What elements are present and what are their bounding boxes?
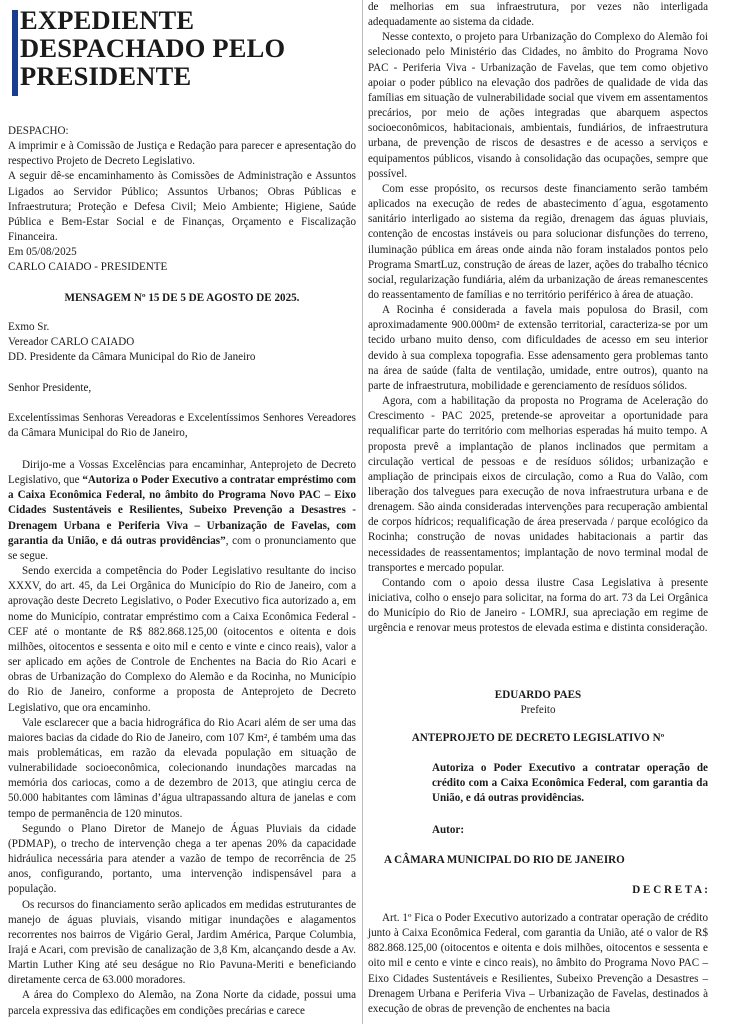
despacho-line: A imprimir e à Comissão de Justiça e Redação para parecer e apresentação do respectivo Projeto de Decreto Legislativo. — [8, 140, 356, 168]
anteprojeto-title: ANTEPROJETO DE DECRETO LEGISLATIVO Nº — [411, 732, 665, 744]
title-accent-bar — [12, 10, 18, 96]
paragraph: Vale esclarecer que a bacia hidrográfica do Rio Acari além de ser uma das maiores bacias da cidade do Rio de Janeiro, com 107 Km², é também uma das mais problemáticas, em razão da elevada população em situação de vulnerabilidade socioeconômica, colecionando inundações marcadas na memória dos cariocas, como a de dezembro de 2013, que atingiu cerca de 50.000 habitantes com lâminas d’água ultrapassando altura de janelas e com tempo de permanência de 120 minutos. — [8, 716, 356, 820]
paragraph: Com esse propósito, os recursos deste financiamento serão também aplicados na execução de redes de abastecimento d´agua, esgotamento sanitário interligado ao sistema da região, drenagem das águas pluviais, contenção de encostas instáveis ou para solucionar disfunções do terreno, iluminação pública em áreas onde ainda não foram instalados pontos pelo Programa SmartLuz, construção de áreas de lazer, ações do trabalho técnico social, regularização fundiária, além da urbanização de áreas remanescentes do reassentamento de famílias e no território periférico à área de atuação. — [368, 182, 708, 301]
paragraph: A Rocinha é considerada a favela mais populosa do Brasil, com aproximadamente 900.000m² de extensão territorial, caracteriza-se por um tecido urbano muito denso, com dificuldades de acesso em seu interior devido à sua complexa topografia. Esse adensamento gera problemas tanto na área de saúde (falta de ventilação, umidade, entre outros), quanto na parte de infraestrutura, mobilidade e gerenciamento de resíduos sólidos. — [368, 304, 708, 392]
despacho-line: A seguir dê-se encaminhamento às Comissões de Administração e Assuntos Ligados ao Servidor Público; Assuntos Urbanos; Obras Públicas e Infraestrutura; Proteção e Defesa Civil; Meio Ambiente; Higiene, Saúde Pública e Bem-Estar Social e de Finanças, Orçamento e Fiscalização Financeira. — [8, 170, 356, 244]
page-title: EXPEDIENTE DESPACHADO PELO PRESIDENTE — [20, 5, 286, 91]
article-1: Art. 1º Fica o Poder Executivo autorizado a contratar operação de crédito junto à Caixa Econômica Federal, com garantia da União, até o valor de R$ 882.868.125,00 (oitocentos e oitenta e dois milhões, oitocentos e sessenta e oito mil e cento e vinte e cinco reais), no âmbito do Programa Novo PAC – Eixo Cidades Sustentáveis e Resilientes, Subeixo Prevenção a Desastres – Drenagem Urbana e Periferia Viva – Urbanização de Favelas, destinados à execução de obras de prevenção de enchentes na bacia — [368, 912, 708, 1015]
decreta-heading: D E C R E T A : — [632, 884, 708, 896]
despacho-label: DESPACHO: — [8, 125, 69, 137]
signature-block — [368, 688, 708, 718]
autor-label: Autor: — [432, 824, 465, 836]
letter-body-right — [368, 0, 708, 637]
mensagem-title-wrap — [8, 291, 356, 306]
paragraph: A área do Complexo do Alemão, na Zona Norte da cidade, possui uma parcela expressiva das edificações em condições precárias e carece — [8, 989, 356, 1017]
despacho-signature: CARLO CAIADO - PRESIDENTE — [8, 261, 168, 274]
mensagem-title: MENSAGEM Nº 15 DE 5 DE AGOSTO DE 2025. — [64, 292, 300, 304]
paragraph: Segundo o Plano Diretor de Manejo de Águas Pluviais da cidade (PDMAP), o trecho de intervenção chega a ter apenas 20% da capacidade hidráulica necessária para atender a vazão de tempo de recorrência de 25 anos, configurando, portanto, uma intervenção indispensável para a população. — [8, 822, 356, 896]
address-line: Exmo Sr. — [8, 321, 50, 333]
section-heading — [20, 6, 344, 90]
address-block — [8, 320, 356, 365]
paragraph-continued: de melhorias em sua infraestrutura, por vezes não interligada adequadamente ao sistema da cidade. — [368, 1, 708, 29]
ementa-block — [432, 761, 708, 806]
paragraph-intro — [8, 458, 356, 564]
letter-body-left — [8, 458, 356, 1019]
paragraph: Sendo exercida a competência do Poder Legislativo resultante do inciso XXXV, do art. 45, da Lei Orgânica do Município do Rio de Janeiro, com a aprovação deste Decreto Legislativo, o Poder Executivo fica autorizado a, em nome do Município, contratar empréstimo com a Caixa Econômica Federal - CEF até o montante de R$ 882.868.125,00 (oitocentos e oitenta e dois milhões, oitocentos e sessenta e oito mil e cento e vinte e cinco reais), valor a ser aplicado em ações de Controle de Enchentes na Bacia do Rio Acari e obras de Urbanização do Complexo do Alemão e da Rocinha, no Município do Rio de Janeiro, conforme a proposta de Anteprojeto de Decreto Legislativo, que ora encaminho. — [8, 565, 356, 714]
camara-heading: A CÂMARA MUNICIPAL DO RIO DE JANEIRO — [384, 854, 625, 866]
despacho-block — [8, 124, 356, 276]
paragraph: Agora, com a habilitação da proposta no Programa de Aceleração do Crescimento - PAC 2025, pretende-se aproveitar a oportunidade para requalificar parte do território com melhorias esperadas há muito tempo. A proposta prevê a implantação de planos inclinados que permitam a circulação vertical de pessoas e de resíduos sólidos; urbanização e ampliação de principais eixos de circulação, como a Rua do Valão, com liberação dos talvegues para execução de nova infraestrutura urbana e de drenagem. São ainda consideradas intervenções para recuperação ambiental de corpos hídricos; requalificação de área preservada / parque ecológico da Rocinha; construção de novas unidades habitacionais a partir das necessidades de reassentamentos; implantação de novo terminal modal de transportes e mercado popular. — [368, 395, 708, 574]
intro-text: Dirijo-me a Vossas Excelências para encaminhar, Anteprojeto de Decreto Legislativo, que — [8, 459, 356, 487]
signer-role: Prefeito — [520, 704, 556, 717]
despacho-date: Em 05/08/2025 — [8, 246, 77, 259]
address-line: Vereador CARLO CAIADO — [8, 336, 135, 349]
intro-bold-text: “Autoriza o Poder Executivo a contratar empréstimo com a Caixa Econômica Federal, no âmbito do Programa Novo PAC – Eixo Cidades Sustentáveis e Resilientes, Subeixo Prevenção a Desastres - Drenagem Urbana e Periferia Viva – Urbanização de Favelas, com garantia da União, e dá outras providências” — [8, 474, 356, 547]
ementa: Autoriza o Poder Executivo a contratar operação de crédito com a Caixa Econômica Federal, com garantia da União, e dá outras providências. — [432, 762, 708, 805]
intro-end-text: , com o pronunciamento que se segue. — [8, 534, 357, 562]
column-divider — [362, 0, 363, 1024]
paragraph: Contando com o apoio dessa ilustre Casa Legislativa à presente iniciativa, colho o ensejo para solicitar, na forma do art. 73 da Lei Orgânica do Município do Rio de Janeiro - LOMRJ, sua apreciação em regime de urgência e renovar meus protestos de elevada estima e distinta consideração. — [368, 576, 708, 635]
address-line: DD. Presidente da Câmara Municipal do Rio de Janeiro — [8, 351, 256, 364]
paragraph: Os recursos do financiamento serão aplicados em medidas estruturantes de manejo de águas pluviais, visando mitigar inundações e alagamentos recorrentes nos bairros de Vigário Geral, Jardim América, Parque Columbia, Irajá e Acari, com previsão de canalização de 3,8 Km, alcançando desde a Av. Martin Luther King até seu deságue no Rio Pavuna-Meriti e beneficiando diretamente cerca de 63.000 moradores. — [8, 898, 356, 987]
salutation: Senhor Presidente, — [8, 382, 92, 394]
greeting: Excelentíssimas Senhoras Vereadoras e Excelentíssimos Senhores Vereadores da Câmara Municipal do Rio de Janeiro, — [8, 412, 356, 440]
paragraph: Nesse contexto, o projeto para Urbanização do Complexo do Alemão foi selecionado pelo Ministério das Cidades, no âmbito do Programa Novo PAC - Periferia Viva - Urbanização de Favelas, que tem como objetivo apoiar o poder público na elevação dos padrões de qualidade de vida das famílias em situação de vulnerabilidade social que vivem em assentamentos precários, por meio de ações integradas que abarquem aspectos socioeconômicos, habitacionais, ambientais, fundiários, de infraestrutura urbana, de prevenção de riscos de desastres e de acesso a serviços e equipamentos públicos, visando à consolidação das ocupações, sempre que possível. — [368, 31, 708, 180]
signer-name: EDUARDO PAES — [494, 689, 582, 701]
